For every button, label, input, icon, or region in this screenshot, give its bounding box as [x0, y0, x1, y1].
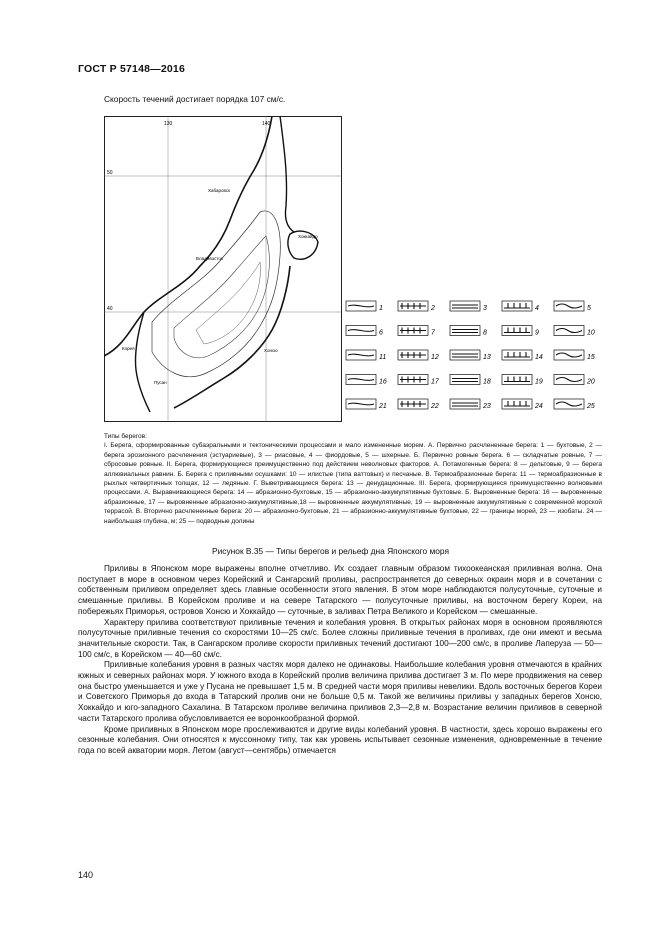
legend-label-11: 11 [379, 354, 387, 361]
page-number: 140 [78, 870, 94, 880]
legend-label-9: 9 [535, 329, 539, 337]
map-label-vladivostok: Владивосток [196, 256, 223, 261]
legend-label-2: 2 [431, 305, 435, 312]
legend-label-21: 21 [379, 403, 387, 410]
legend-label-18: 18 [483, 378, 491, 386]
map-label-khabarovsk: Хабаровск [208, 188, 231, 193]
body-text [78, 564, 602, 757]
caption-text: I. Берега, сформированные субаэральными и тектоническими процессами и мало измененные морем. А. Первично расчлененные берега: 1 — бухтовые, 2 — берега эрозионного расчленения (эстуариевые), 3 — риасовые, 4 — фиордовые, 5 — шхерные. Б. Первично ровные берега. 6 — складчатые ровные, 7 — сбросовые ровные. II. Берега, формирующиеся преимущественно под действием неволновых факторов. А. Потамогенные берега: 8 — дельтовые, 9 — берега аллювиальных равнин. Б. Берега с приливными осушками: 10 — илистые (типа ваттовых) и песчаные. В. Термоабразионные берега: 11 — термоабразионные в рыхлых четвертичных толщах, 12 — ледяные. Г. Выветривающиеся берега: 13 — денудационные. III. Берега, формирующиеся преимущественно волновыми процессами. А. Выравнивающиеся берега: 14 — абразионно-бухтовые, 15 — абразионно-аккумулятивные бухтовые. Б. Выровненные берега: 16 — выровненные абразионные, 17 — выровненные абразионно-аккумулятивные,18 — выровненные аккумулятивные, 19 — выровненные аккумулятивные с современной морской террасой. В. Вторично расчлененные берега: 20 — абразионно-бухтовые, 21 — абразионно-аккумулятивные бухтовые, 22 — границы морей, 23 — изобаты. 24 — наибольшая глубина, м; 25 — подводные долины [104, 442, 602, 525]
legend-label-17: 17 [431, 378, 439, 386]
caption-heading: Типы берегов: [104, 433, 147, 440]
legend-label-24: 24 [535, 403, 543, 410]
legend-label-12: 12 [431, 354, 439, 361]
legend-item-6 [346, 326, 383, 337]
paragraph-1: Приливы в Японском море выражены вполне отчетливо. Их создает главным образом тихоокеанская приливная волна. Она поступает в море в основном через Корейский и Сангарский проливы, распространяется до северных окраин моря и в сочетании с собственным приливом определяет здесь главные особенности этого явления. В этом море наблюдаются полусуточные, суточные и смешанные приливы. В Корейском проливе и на севере Татарского — полусуточные приливы, на восточном берегу Кореи, на побережьях Приморья, островов Хонсю и Хоккайдо — суточные, в заливах Петра Великого и Корейском — смешанные. [78, 564, 602, 616]
legend-item-20 [554, 375, 595, 386]
paragraph-2: Характеру прилива соответствуют приливные течения и колебания уровня. В открытых районах моря в основном проявляются полусуточные приливные течения со скоростями 10—25 см/с. Более сложны приливные течения в проливах, где они имеют и весьма значительные скорости. Так, в Сангарском проливе скорости приливных течений достигают 100—200 см/с, в проливе Лаперуза — 50—100 см/с, в Корейском — 40—60 см/с. [78, 617, 602, 659]
legend-item-13 [450, 350, 491, 361]
legend-item-5 [554, 301, 591, 312]
legend-label-23: 23 [483, 403, 491, 410]
legend-item-12 [398, 350, 439, 361]
legend-item-9 [502, 326, 539, 337]
map-label-50: 50 [107, 170, 113, 176]
legend-label-6: 6 [379, 329, 383, 337]
legend-item-2 [398, 301, 435, 312]
legend-item-15 [554, 350, 595, 361]
legend-item-21 [346, 399, 387, 410]
legend-item-10 [554, 326, 595, 337]
map-label-140: 140 [262, 121, 271, 127]
legend-item-3 [450, 301, 487, 312]
legend-label-4: 4 [535, 305, 539, 312]
legend-label-20: 20 [587, 378, 595, 386]
figure-caption [104, 432, 602, 526]
legend-item-11 [346, 350, 386, 361]
legend-item-22 [398, 399, 439, 410]
document-standard-header: ГОСТ Р 57148—2016 [78, 63, 186, 75]
legend-label-7: 7 [431, 329, 435, 337]
map-label-40: 40 [107, 306, 113, 312]
paragraph-4: Кроме приливных в Японском море прослеживаются и другие виды колебаний уровня. В частности, здесь хорошо выражены его сезонные колебания. Они относятся к муссонному типу, так как уровень испытывает сезонные изменения, одновременные в течение года по всей акватории моря. Летом (август—сентябрь) отмечается [78, 724, 602, 755]
legend-item-23 [450, 399, 491, 410]
legend-item-14 [502, 350, 543, 361]
legend-label-25: 25 [587, 403, 595, 410]
legend-label-16: 16 [379, 378, 387, 386]
legend-label-10: 10 [587, 329, 595, 337]
legend-label-19: 19 [535, 378, 543, 386]
coast-types-legend [344, 297, 604, 419]
map-label-pusan: Пусан [154, 380, 167, 385]
intro-line: Скорость течений достигает порядка 107 см/с. [104, 94, 286, 104]
map-label-korea: Корея [122, 346, 135, 351]
legend-label-1: 1 [379, 305, 383, 312]
paragraph-3: Приливные колебания уровня в разных частях моря далеко не одинаковы. Наибольшие колебания уровня отмечаются в крайних южных и северных районах моря. У южного входа в Корейский пролив величина прилива достигает 3 м. По мере продвижения на север она быстро уменьшается и уже у Пусана не превышает 1,5 м. В средней части моря приливы невелики. Вдоль восточных берегов Кореи и Советского Приморья до входа в Татарский пролив они не больше 0,5 м. Такой же величины приливы у западных берегов Хонсю, Хоккайдо и юго-западного Сахалина. В Татарском проливе величина приливов 2,3—2,8 м. Возрастание величин приливов в северной части Татарского пролива обусловливается ее воронкообразной формой. [78, 660, 602, 723]
legend-label-5: 5 [587, 305, 591, 312]
legend-item-19 [502, 375, 543, 386]
map-label-130: 130 [164, 121, 173, 127]
legend-item-7 [398, 326, 436, 337]
map-label-honshu: Хонсю [264, 348, 278, 353]
legend-item-25 [554, 399, 595, 410]
legend-item-1 [346, 301, 383, 312]
legend-item-24 [502, 399, 543, 410]
legend-label-13: 13 [483, 354, 491, 361]
map-frame [105, 117, 342, 422]
legend-label-22: 22 [431, 403, 439, 410]
legend-item-8 [450, 326, 487, 337]
legend-item-18 [450, 375, 491, 386]
legend-item-17 [398, 375, 440, 386]
legend-item-4 [502, 301, 539, 312]
sea-map-figure [104, 116, 342, 422]
legend-label-15: 15 [587, 354, 595, 361]
legend-item-16 [346, 375, 387, 386]
legend-label-8: 8 [483, 329, 487, 337]
legend-label-14: 14 [535, 354, 543, 361]
map-label-hokkaido: Хоккайдо [298, 234, 318, 239]
legend-label-3: 3 [483, 305, 487, 312]
figure-title: Рисунок В.35 — Типы берегов и рельеф дна Японского моря [212, 546, 449, 556]
